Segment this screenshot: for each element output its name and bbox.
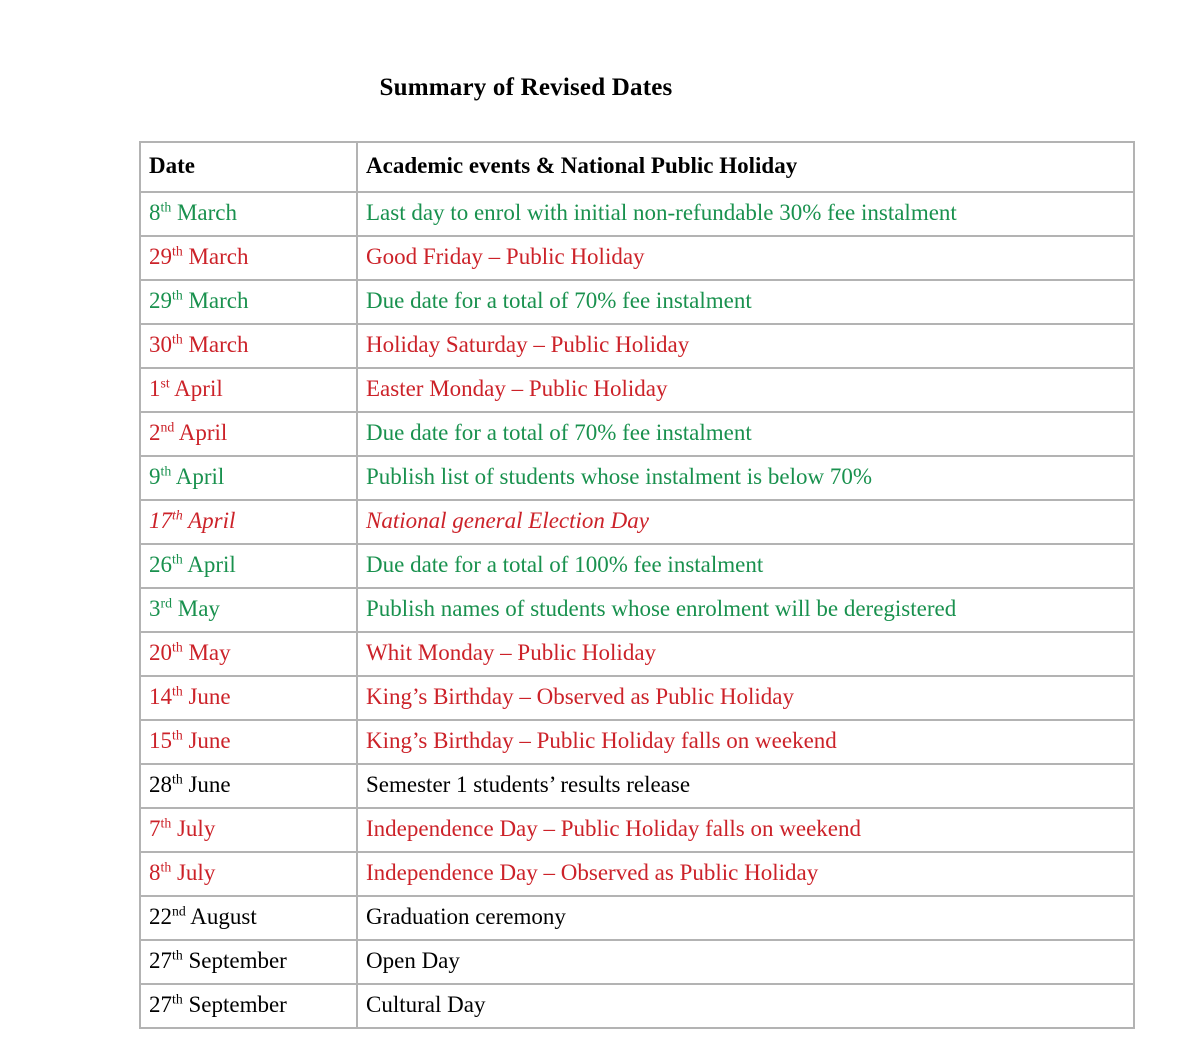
cell-date (139, 281, 357, 325)
date-day-number: 8 (149, 200, 161, 226)
cell-event: Due date for a total of 70% fee instalment (357, 413, 1135, 457)
table-row (139, 457, 1135, 501)
date-month: June (182, 684, 231, 710)
date-ordinal-suffix: th (172, 331, 183, 347)
date-ordinal-suffix: st (160, 375, 170, 391)
table-row (139, 237, 1135, 281)
cell-date (139, 589, 357, 633)
cell-date (139, 985, 357, 1029)
date-month: September (182, 992, 287, 1018)
cell-date (139, 853, 357, 897)
date-ordinal-suffix: th (172, 683, 183, 699)
date-month: August (185, 904, 257, 930)
cell-event: Cultural Day (357, 985, 1135, 1029)
date-ordinal-suffix: th (160, 859, 172, 875)
date-month: May (182, 640, 231, 666)
date-day-number: 28 (149, 772, 172, 798)
cell-date (139, 721, 357, 765)
date-month: September (182, 948, 287, 974)
date-day-number: 17 (149, 508, 172, 534)
date-day-number: 29 (149, 244, 172, 270)
date-ordinal-suffix: th (172, 243, 183, 259)
date-ordinal-suffix: rd (160, 595, 172, 611)
cell-event: King’s Birthday – Observed as Public Holiday (357, 677, 1135, 721)
cell-event: Publish list of students whose instalment is below 70% (357, 457, 1135, 501)
date-month: June (182, 772, 231, 798)
date-ordinal-suffix: th (172, 771, 183, 787)
cell-event: Easter Monday – Public Holiday (357, 369, 1135, 413)
table-row (139, 325, 1135, 369)
table-row (139, 413, 1135, 457)
cell-event: Publish names of students whose enrolment will be deregistered (357, 589, 1135, 633)
cell-event: Due date for a total of 100% fee instalment (357, 545, 1135, 589)
cell-event: Independence Day – Observed as Public Holiday (357, 853, 1135, 897)
cell-date (139, 677, 357, 721)
date-day-number: 26 (149, 552, 172, 578)
date-day-number: 27 (149, 948, 172, 974)
cell-date (139, 193, 357, 237)
date-ordinal-suffix: th (160, 199, 172, 215)
date-ordinal-suffix: th (172, 551, 183, 567)
date-day-number: 20 (149, 640, 172, 666)
cell-date (139, 457, 357, 501)
date-day-number: 3 (149, 596, 161, 622)
page-title: Summary of Revised Dates (379, 74, 673, 101)
date-day-number: 30 (149, 332, 172, 358)
date-ordinal-suffix: th (172, 991, 183, 1007)
date-month: July (171, 860, 216, 886)
date-month: April (182, 508, 236, 534)
cell-event: Whit Monday – Public Holiday (357, 633, 1135, 677)
date-day-number: 27 (149, 992, 172, 1018)
cell-date (139, 501, 357, 545)
date-ordinal-suffix: th (172, 727, 183, 743)
cell-event: Open Day (357, 941, 1135, 985)
table-row (139, 501, 1135, 545)
cell-date (139, 325, 357, 369)
date-day-number: 8 (149, 860, 161, 886)
date-day-number: 2 (149, 420, 161, 446)
table-row (139, 721, 1135, 765)
table-row (139, 853, 1135, 897)
date-ordinal-suffix: nd (172, 903, 186, 919)
date-ordinal-suffix: th (160, 463, 172, 479)
revised-dates-table-container (139, 141, 1135, 1029)
date-ordinal-suffix: th (172, 287, 183, 303)
cell-date (139, 765, 357, 809)
table-row (139, 765, 1135, 809)
table-row (139, 677, 1135, 721)
column-header-date: Date (139, 141, 357, 193)
date-day-number: 9 (149, 464, 161, 490)
date-day-number: 7 (149, 816, 161, 842)
table-row (139, 985, 1135, 1029)
date-day-number: 29 (149, 288, 172, 314)
table-header-row (139, 141, 1135, 193)
date-ordinal-suffix: th (160, 815, 172, 831)
date-month: March (182, 244, 249, 270)
cell-date (139, 941, 357, 985)
table-body (139, 141, 1135, 1029)
date-month: June (182, 728, 231, 754)
cell-event: Last day to enrol with initial non-refundable 30% fee instalment (357, 193, 1135, 237)
cell-date (139, 369, 357, 413)
date-month: April (182, 552, 236, 578)
date-day-number: 15 (149, 728, 172, 754)
table-row (139, 281, 1135, 325)
table-row (139, 545, 1135, 589)
date-ordinal-suffix: th (172, 639, 183, 655)
date-ordinal-suffix: nd (160, 419, 175, 435)
date-month: March (182, 332, 249, 358)
cell-date (139, 237, 357, 281)
cell-event: Good Friday – Public Holiday (357, 237, 1135, 281)
column-header-event: Academic events & National Public Holiday (357, 141, 1135, 193)
date-month: April (174, 420, 228, 446)
date-day-number: 22 (149, 904, 172, 930)
cell-date (139, 633, 357, 677)
date-month: March (182, 288, 249, 314)
date-month: April (171, 464, 225, 490)
cell-event: Due date for a total of 70% fee instalment (357, 281, 1135, 325)
cell-event: King’s Birthday – Public Holiday falls on weekend (357, 721, 1135, 765)
cell-date (139, 809, 357, 853)
table-row (139, 941, 1135, 985)
table-row (139, 633, 1135, 677)
cell-date (139, 897, 357, 941)
table-row (139, 809, 1135, 853)
table-row (139, 897, 1135, 941)
cell-event: National general Election Day (357, 501, 1135, 545)
cell-event: Independence Day – Public Holiday falls on weekend (357, 809, 1135, 853)
table-row (139, 369, 1135, 413)
table-row (139, 193, 1135, 237)
date-day-number: 1 (149, 376, 161, 402)
cell-date (139, 413, 357, 457)
date-day-number: 14 (149, 684, 172, 710)
date-ordinal-suffix: th (172, 947, 183, 963)
cell-event: Graduation ceremony (357, 897, 1135, 941)
date-month: March (171, 200, 238, 226)
table-row (139, 589, 1135, 633)
cell-date (139, 545, 357, 589)
date-ordinal-suffix: th (172, 507, 183, 523)
revised-dates-table (139, 141, 1135, 1029)
date-month: July (171, 816, 216, 842)
date-month: May (172, 596, 220, 622)
date-month: April (169, 376, 223, 402)
cell-event: Holiday Saturday – Public Holiday (357, 325, 1135, 369)
cell-event: Semester 1 students’ results release (357, 765, 1135, 809)
